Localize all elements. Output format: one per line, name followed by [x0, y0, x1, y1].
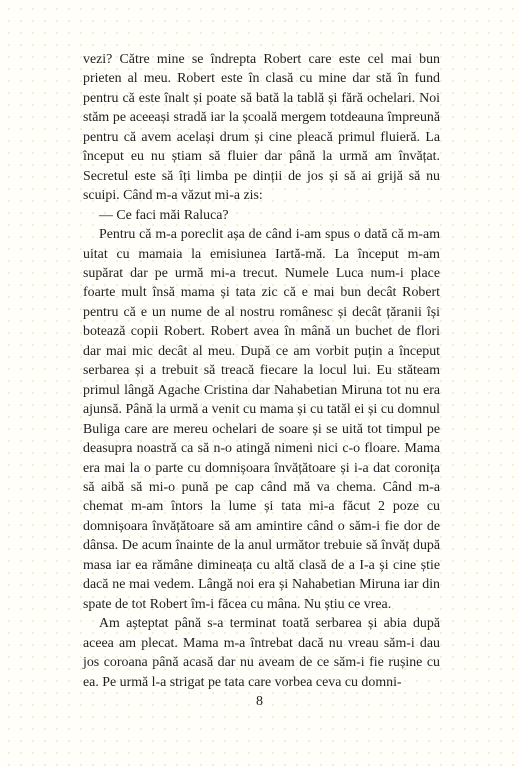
paragraph-continued: vezi? Către mine se îndrepta Robert care este cel mai bun prieten al meu. Robert este în clasă cu mine dar stă în fund pentru că este înalt și poate să bată la tablă și fără ochelari. Noi stăm pe aceeași stradă iar la școală mergem totdeauna împreună pentru că avem același drum și cine pleacă primul fluieră. La început eu nu știam să fluier dar până la urmă am învățat. Secretul este să îți limba pe dinții de jos și să ai grijă să nu scuipi. Când m-a văzut mi-a zis: — [83, 52, 440, 204]
paragraph: Pentru că m-a poreclit așa de când i-am spus o dată că m-am uitat cu mamaia la emisiunea Iartă-mă. La început m-am supărat dar pe urmă mi-a trecut. Numele Luca num-i place foarte mult însă mama și tata zic că e mai bun decât Robert pentru că e un nume de al nostru românesc și decât țăranii își botează copii Robert. Robert avea în mână un buchet de flori dar mai mic decât al meu. După ce am vorbit puțin a început serbarea și a trebuit să treacă fiecare la locul lui. Eu stăteam primul lângă Agache Cristina dar Nahabetian Miruna tot nu era ajunsă. Până la urmă a venit cu mama și cu tatăl ei și cu domnul Buliga care are mereu ochelari de soare și se uită tot timpul pe deasupra noastră ca să n-o atingă nimeni nici c-o floare. Mama era mai la o parte cu domnișoara învățătoare și i-a dat coronița să aibă să mi-o pună pe cap când mă va chema. Când m-a chemat m-am întors la lume și tata mi-a făcut 2 poze cu domnișoara învățătoare să am amintire când o săm-i fie dor de dânsa. De acum înainte de la anul următor trebuie să învăț după masa iar ea rămâne dimineața cu altă clasă de a I-a și cine știe dacă ne mai vedem. Lângă noi era și Nahabetian Miruna iar din spate de tot Robert îm-i făcea cu mâna. Nu știu ce vrea. — [83, 227, 440, 612]
page-number: 8 — [256, 694, 263, 709]
dialogue-line: — Ce faci măi Raluca? — [99, 207, 229, 223]
body-text — [83, 50, 440, 692]
paragraph: Am așteptat până s-a terminat toată serbarea și abia după aceea am plecat. Mama m-a întrebat dacă nu vreau săm-i dau jos coroana până acasă dar nu aveam de ce săm-i fie rușine cu ea. Pe urmă l-a strigat pe tata care vorbea ceva cu domni- — [83, 616, 440, 690]
